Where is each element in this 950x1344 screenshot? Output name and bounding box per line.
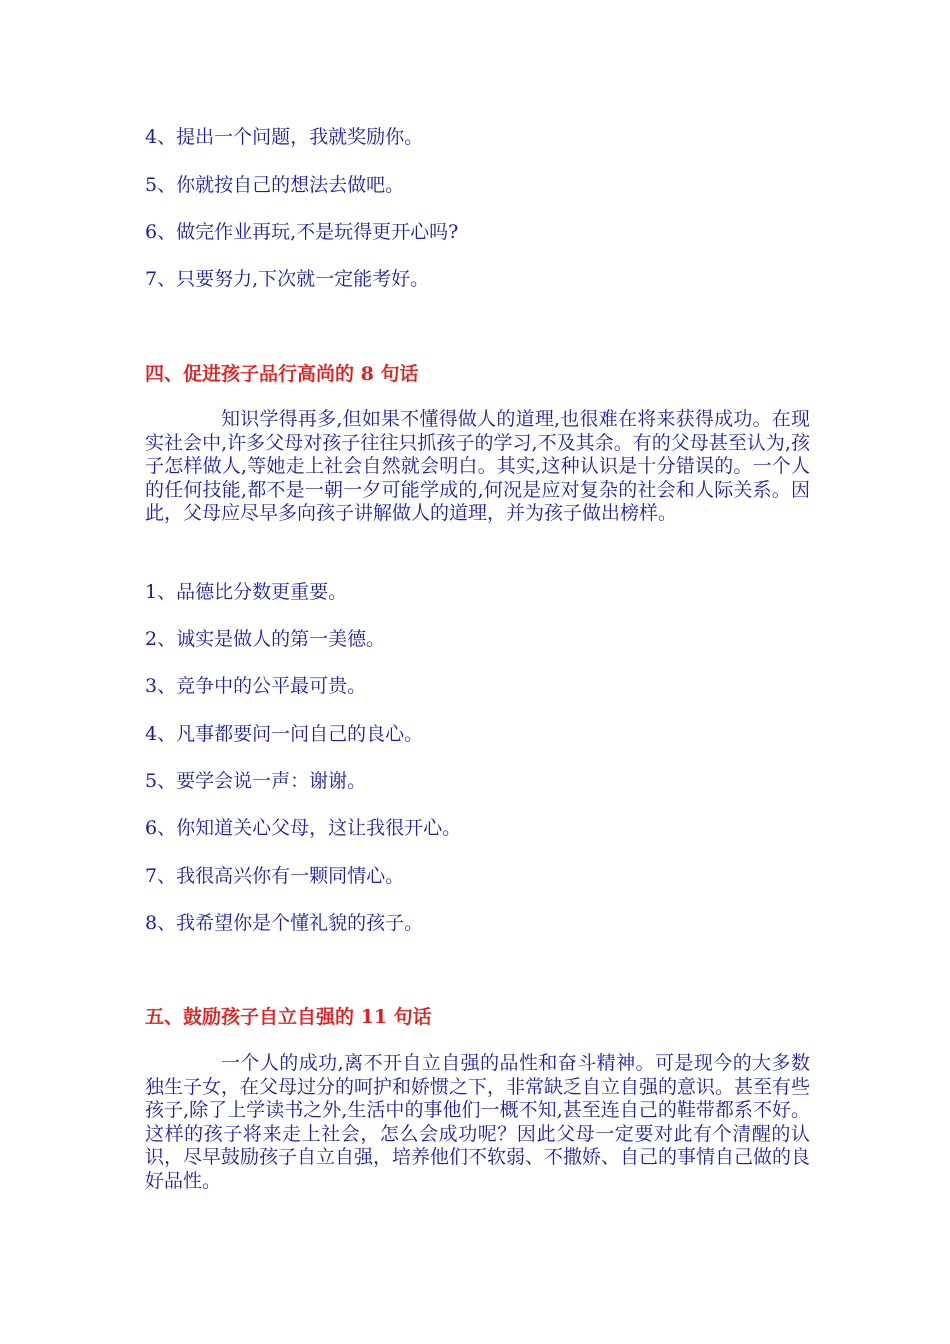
list-item: 4、提出一个问题，我就奖励你。 [145, 126, 424, 148]
list-item: 6、你知道关心父母，这让我很开心。 [145, 817, 462, 839]
list-item: 7、只要努力,下次就一定能考好。 [145, 268, 430, 290]
list-item: 5、你就按自己的想法去做吧。 [145, 174, 405, 196]
list-item: 2、诚实是做人的第一美德。 [145, 628, 386, 650]
list-item: 8、我希望你是个懂礼貌的孩子。 [145, 912, 424, 934]
list-item: 3、竞争中的公平最可贵。 [145, 675, 367, 697]
list-item: 1、品德比分数更重要。 [145, 581, 348, 603]
section-heading-4: 四、促进孩子品行高尚的 8 句话 [145, 363, 419, 385]
list-item: 7、我很高兴你有一颗同情心。 [145, 865, 405, 887]
list-item: 6、做完作业再玩,不是玩得更开心吗? [145, 221, 459, 243]
section-4-intro: 知识学得再多,但如果不懂得做人的道理,也很难在将来获得成功。在现实社会中,许多父母对孩子往往只抓孩子的学习,不及其余。有的父母甚至认为,孩子怎样做人,等她走上社会自然就会明白。其实,这种认识是十分错误的。一个人的任何技能,都不是一朝一夕可能学成的,何况是应对复杂的社会和人际关系。因此，父母应尽早多向孩子讲解做人的道理，并为孩子做出榜样。 [145, 408, 810, 524]
list-item: 4、凡事都要问一问自己的良心。 [145, 723, 424, 745]
section-5-intro: 一个人的成功,离不开自立自强的品性和奋斗精神。可是现今的大多数独生子女，在父母过分的呵护和娇惯之下，非常缺乏自立自强的意识。甚至有些孩子,除了上学读书之外,生活中的事他们一概不知,甚至连自己的鞋带都系不好。这样的孩子将来走上社会，怎么会成功呢？因此父母一定要对此有个清醒的认识，尽早鼓励孩子自立自强，培养他们不软弱、不撒娇、自己的事情自己做的良好品性。 [145, 1052, 811, 1192]
section-heading-5: 五、鼓励孩子自立自强的 11 句话 [145, 1006, 432, 1028]
list-item: 5、要学会说一声：谢谢。 [145, 770, 367, 792]
